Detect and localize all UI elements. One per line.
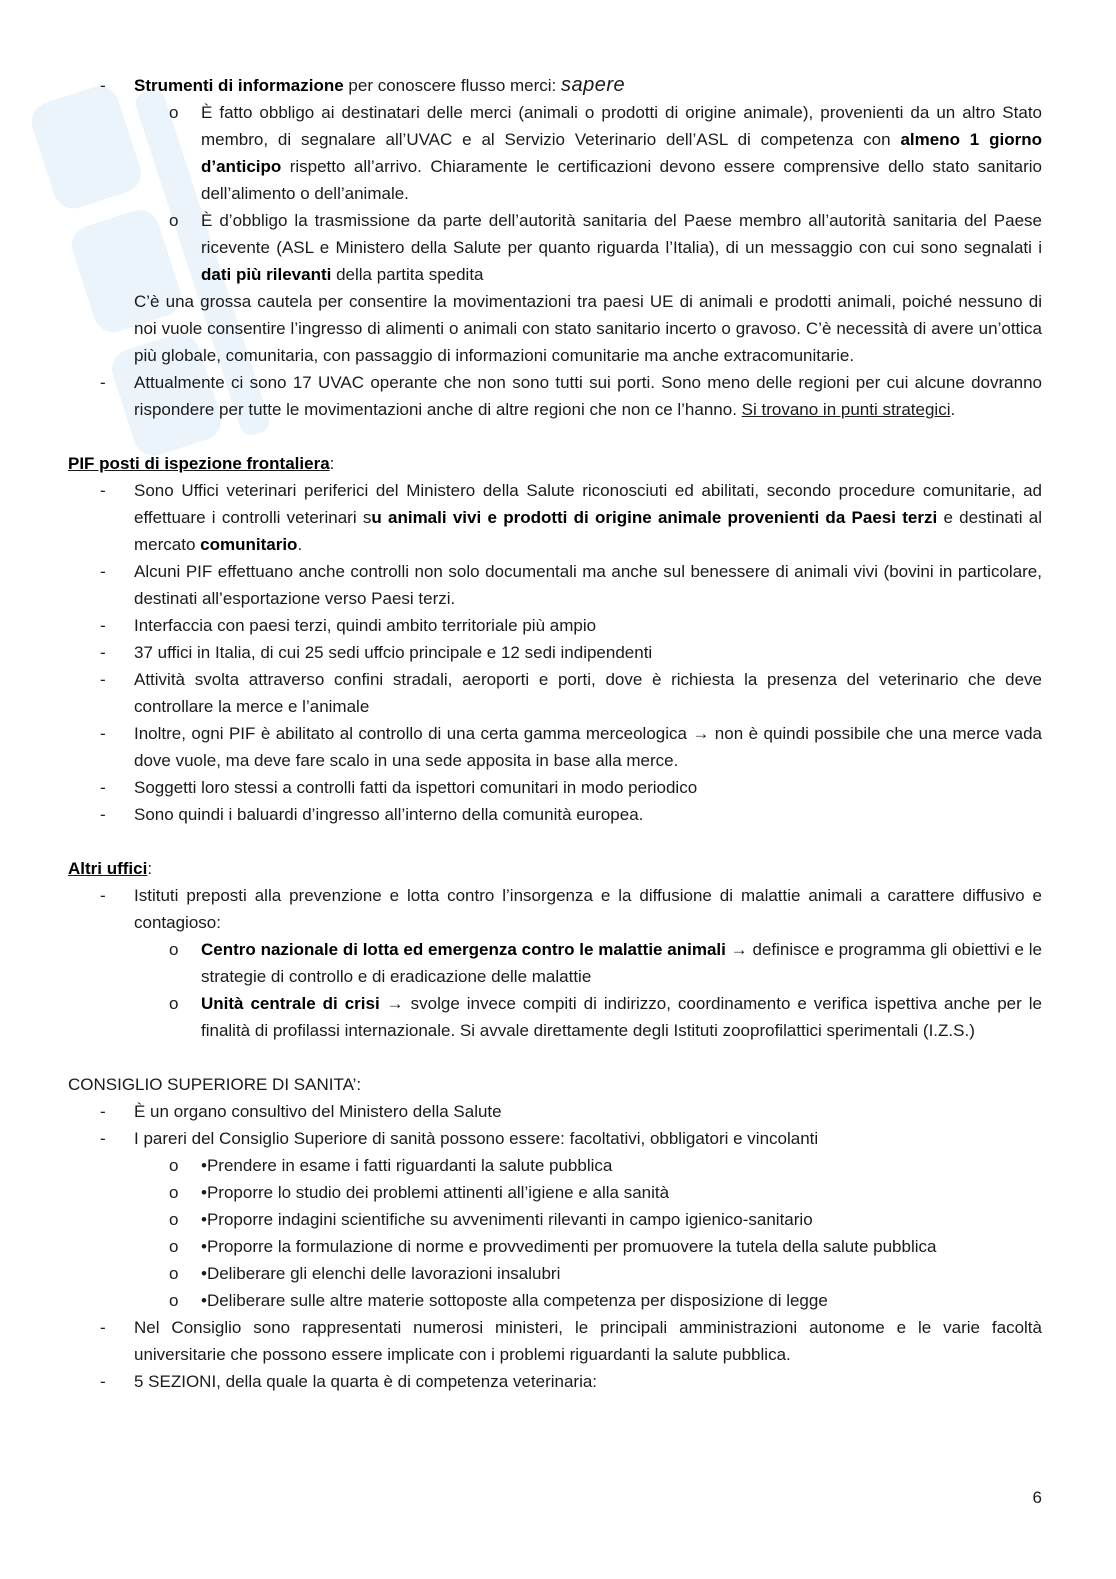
circle-marker: o	[169, 1210, 179, 1229]
circle-marker: o	[169, 1264, 179, 1283]
bold-term: comunitario	[200, 535, 298, 554]
dash-marker: -	[100, 481, 106, 500]
circle-marker: o	[169, 1291, 179, 1310]
bold-term: Strumenti di informazione	[134, 76, 344, 95]
circle-marker: o	[169, 1183, 179, 1202]
sub-item: o •Proporre la formulazione di norme e provvedimenti per promuovere la tutela della salute pubblica	[68, 1233, 1042, 1260]
sub-item: o •Proporre lo studio dei problemi attinenti all’igiene e alla sanità	[68, 1179, 1042, 1206]
paragraph-cautela: C’è una grossa cautela per consentire la movimentazioni tra paesi UE di animali e prodotti animali, poiché nessuno di noi vuole consentire l’ingresso di alimenti o animali con stato sanitario incerto o gravoso. C’è necessità di avere un’ottica più globale, comunitaria, con passaggio di informazioni comunitarie ma anche extracomunitarie.	[134, 292, 1042, 365]
list-item: - Sono quindi i baluardi d’ingresso all’interno della comunità europea.	[68, 801, 1042, 828]
sub-item: o •Prendere in esame i fatti riguardanti la salute pubblica	[68, 1152, 1042, 1179]
dash-marker: -	[100, 1372, 106, 1391]
bold-term: Unità centrale di crisi	[201, 994, 380, 1013]
sub-item-unita-crisi: o Unità centrale di crisi → svolge invece compiti di indirizzo, coordinamento e verifica ispettiva anche per le finalità di profilassi internazionale. Si avvale direttamente degli Istituti zooprofilattici sperimentali (I.Z.S.)	[68, 990, 1042, 1044]
circle-marker: o	[169, 211, 179, 230]
circle-marker: o	[169, 994, 179, 1013]
dash-marker: -	[100, 724, 106, 743]
dash-marker: -	[100, 373, 106, 392]
bold-term: almeno 1 giorno d’anticipo	[201, 130, 1042, 176]
page-number: 6	[1032, 1488, 1042, 1507]
list-item-strumenti: - Strumenti di informazione per conoscere flusso merci: sapere	[68, 72, 1042, 99]
dash-marker: -	[100, 76, 106, 95]
sub-item-obbligo-destinatari: o È fatto obbligo ai destinatari delle merci (animali o prodotti di origine animale), provenienti da un altro Stato membro, di segnalare all’UVAC e al Servizio Veterinario dell’ASL di competenza con almeno 1 giorno d’anticipo rispetto all’arrivo. Chiaramente le certificazioni devono essere comprensive dello stato sanitario dell’alimento o dell’animale.	[68, 99, 1042, 207]
circle-marker: o	[169, 1237, 179, 1256]
sapere-word: sapere	[561, 74, 626, 96]
sub-item: o •Deliberare gli elenchi delle lavorazioni insalubri	[68, 1260, 1042, 1287]
list-item: - Alcuni PIF effettuano anche controlli non solo documentali ma anche sul benessere di animali vivi (bovini in particolare, destinati all’esportazione verso Paesi terzi.	[68, 558, 1042, 612]
list-item: - Nel Consiglio sono rappresentati numerosi ministeri, le principali amministrazioni autonome e le varie facoltà universitarie che possono essere implicate con i problemi riguardanti la salute pubblica.	[68, 1314, 1042, 1368]
dash-marker: -	[100, 616, 106, 635]
list-item: - Attività svolta attraverso confini stradali, aeroporti e porti, dove è richiesta la presenza del veterinario che deve controllare la merce e l’animale	[68, 666, 1042, 720]
list-item: - Inoltre, ogni PIF è abilitato al controllo di una certa gamma merceologica → non è quindi possibile che una merce vada dove vuole, ma deve fare scalo in una sede apposita in base alla merce.	[68, 720, 1042, 774]
dash-marker: -	[100, 886, 106, 905]
circle-marker: o	[169, 1156, 179, 1175]
section-heading-altri-uffici: Altri uffici:	[68, 859, 153, 878]
dash-marker: -	[100, 643, 106, 662]
dash-marker: -	[100, 1318, 106, 1337]
bold-term: Centro nazionale di lotta ed emergenza contro le malattie animali	[201, 940, 726, 959]
dash-marker: -	[100, 805, 106, 824]
section-heading-pif: PIF posti di ispezione frontaliera:	[68, 454, 335, 473]
list-item: - 5 SEZIONI, della quale la quarta è di competenza veterinaria:	[68, 1368, 1042, 1395]
document-page	[68, 72, 1042, 1395]
list-item-uvac: - Attualmente ci sono 17 UVAC operante che non sono tutti sui porti. Sono meno delle regioni per cui alcune dovranno rispondere per tutte le movimentazioni anche di altre regioni che non ce l’hanno. Si trovano in punti strategici.	[68, 369, 1042, 423]
section-heading-consiglio: CONSIGLIO SUPERIORE DI SANITA’:	[68, 1075, 362, 1094]
list-item: - Interfaccia con paesi terzi, quindi ambito territoriale più ampio	[68, 612, 1042, 639]
underlined-text: Si trovano in punti strategici	[741, 400, 951, 419]
sub-item: o •Proporre indagini scientifiche su avvenimenti rilevanti in campo igienico-sanitario	[68, 1206, 1042, 1233]
sub-item-centro-nazionale: o Centro nazionale di lotta ed emergenza contro le malattie animali → definisce e programma gli obiettivi e le strategie di controllo e di eradicazione delle malattie	[68, 936, 1042, 990]
dash-marker: -	[100, 670, 106, 689]
list-item: - Sono Uffici veterinari periferici del Ministero della Salute riconosciuti ed abilitati, secondo procedure comunitarie, ad effettuare i controlli veterinari su animali vivi e prodotti di origine animale provenienti da Paesi terzi e destinati al mercato comunitario.	[68, 477, 1042, 558]
list-item: - È un organo consultivo del Ministero della Salute	[68, 1098, 1042, 1125]
list-item: - Soggetti loro stessi a controlli fatti da ispettori comunitari in modo periodico	[68, 774, 1042, 801]
bold-term: dati più rilevanti	[201, 265, 332, 284]
list-item: - Istituti preposti alla prevenzione e lotta contro l’insorgenza e la diffusione di malattie animali a carattere diffusivo e contagioso:	[68, 882, 1042, 936]
list-item: - I pareri del Consiglio Superiore di sanità possono essere: facoltativi, obbligatori e vincolanti	[68, 1125, 1042, 1152]
circle-marker: o	[169, 940, 179, 959]
dash-marker: -	[100, 562, 106, 581]
list-item: - 37 uffici in Italia, di cui 25 sedi uffcio principale e 12 sedi indipendenti	[68, 639, 1042, 666]
dash-marker: -	[100, 778, 106, 797]
dash-marker: -	[100, 1129, 106, 1148]
dash-marker: -	[100, 1102, 106, 1121]
bold-term: u animali vivi e prodotti di origine animale provenienti da Paesi terzi	[371, 508, 938, 527]
circle-marker: o	[169, 103, 179, 122]
sub-item-obbligo-trasmissione: o È d’obbligo la trasmissione da parte dell’autorità sanitaria del Paese membro all’autorità sanitaria del Paese ricevente (ASL e Ministero della Salute per quanto riguarda l’Italia), di un messaggio con cui sono segnalati i dati più rilevanti della partita spedita	[68, 207, 1042, 288]
sub-item: o •Deliberare sulle altre materie sottoposte alla competenza per disposizione di legge	[68, 1287, 1042, 1314]
